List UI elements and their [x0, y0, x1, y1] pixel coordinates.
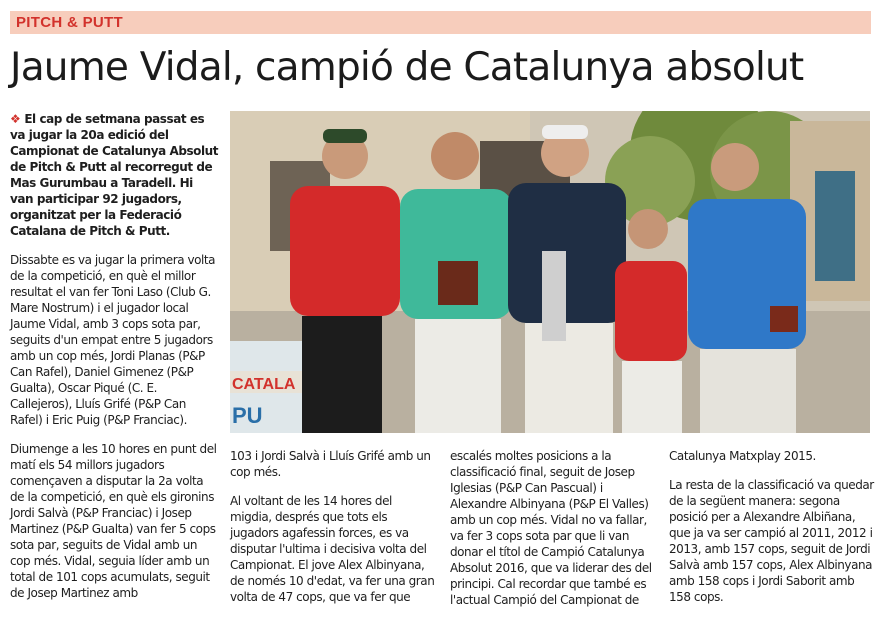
- paragraph-7: La resta de la classificació va quedar de la següent manera: segona posició per a Alexandre Albiñana, que ja va ser campió al 2011, 2012 i 2013, amb 157 cops, seguit de Jordi Salvà amb 157 cops, Alex Albinyana amb 158 cops i Jordi Saborit amb 158 cops.: [669, 478, 874, 604]
- intro-text: El cap de setmana passat es va jugar la 20a edició del Campionat de Catalunya Absolut de Pitch & Putt al recorregut de Mas Gurumbau a Taradell. Hi van participar 92 jugadors, organitzat per la Federació Catalana de Pitch & Putt.: [10, 112, 219, 238]
- section-label: PITCH & PUTT: [16, 14, 123, 31]
- column-4: [669, 448, 874, 618]
- paragraph-2: Diumenge a les 10 hores en punt del matí els 54 millors jugadors començaven a disputar la 2a volta de la competició, en què els gironins Jordi Salvà (P&P Franciac) i Josep Martinez (P&P Gualta) van fer 5 cops sota par, seguits de Vidal amb un cop més. Vidal, seguia líder amb un total de 101 cops acumulats, seguit de Josep Martinez amb: [10, 442, 217, 600]
- paragraph-4: Al voltant de les 14 hores del migdia, després que tots els jugadors agafessin forces, es va disputar l'ultima i decisiva volta del Campionat. El jove Alex Albinyana, de només 10 d'edat, va fer una gran volta de 47 cops, que va fer que: [230, 494, 435, 604]
- headline: Jaume Vidal, campió de Catalunya absolut: [10, 45, 804, 90]
- intro-paragraph: [10, 111, 218, 239]
- paragraph-5: escalés moltes posicions a la classificació final, seguit de Josep Iglesias (P&P Can Pascual) i Alexandre Albinyana (P&P El Valles) amb un cop més. Vidal no va fallar, va fer 3 cops sota par que li van donar el títol de Campió Catalunya Absolut 2016, que va liderar des del principi. Cal recordar que també es l'actual Campió del Campionat de: [450, 449, 652, 607]
- bullet-icon: ❖: [10, 112, 21, 126]
- column-2: [230, 448, 435, 618]
- section-header-bar: [10, 11, 871, 34]
- paragraph-1: Dissabte es va jugar la primera volta de la competició, en què el millor resultat el van fer Toni Laso (Club G. Mare Nostrum) i el jugador local Jaume Vidal, amb 3 cops sota par, seguits d'un empat entre 5 jugadors amb un cop més, Jordi Planas (P&P Can Rafel), Daniel Gimenez (P&P Gualta), Oscar Piqué (C. E. Callejeros), Lluís Grifé (P&P Can Rafel) i Eric Puig (P&P Franciac).: [10, 253, 216, 427]
- column-3: [450, 448, 655, 621]
- left-column: [10, 111, 218, 614]
- banner-text-2: PU: [232, 403, 263, 428]
- paragraph-6: Catalunya Matxplay 2015.: [669, 449, 816, 463]
- banner-text: CATALA: [232, 376, 296, 393]
- award-ceremony-photo: [230, 111, 870, 433]
- paragraph-3: 103 i Jordi Salvà i Lluís Grifé amb un cop més.: [230, 449, 431, 479]
